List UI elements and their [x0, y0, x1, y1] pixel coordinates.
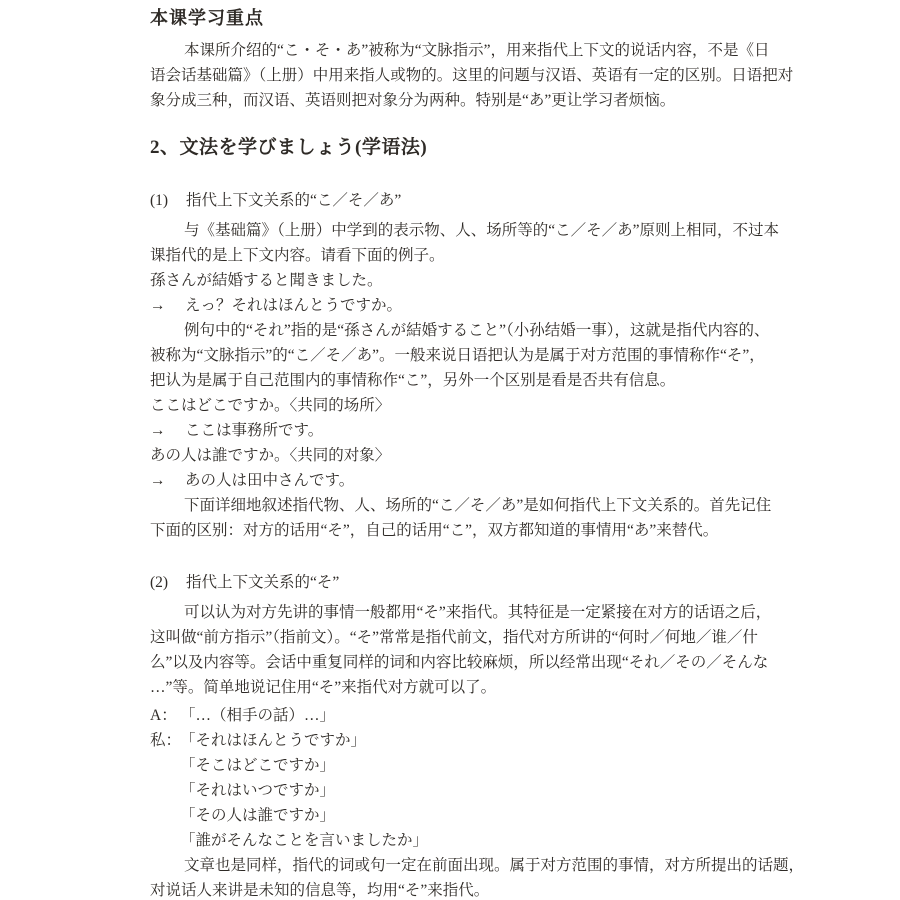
paragraph-line: 文章也是同样，指代的词或句一定在前面出现。属于对方范围的事情，对方所提出的话题， — [184, 857, 805, 874]
speaker-label: 私： — [150, 732, 182, 749]
dialog-line: 「それはいつですか」 — [180, 782, 336, 799]
subsection-heading-1 — [150, 188, 770, 213]
example-response-line — [150, 418, 770, 443]
dialog-line — [150, 703, 770, 728]
subsection-number: (2) — [150, 574, 169, 591]
subsection-title: 指代上下文关系的“こ／そ／あ” — [186, 192, 402, 209]
paragraph-line: 例句中的“それ”指的是“孫さんが結婚すること”（小孙结婚一事），这就是指代内容的、 — [184, 322, 770, 339]
body-paragraph — [150, 318, 770, 393]
closing-paragraph — [150, 853, 805, 900]
paragraph-line: 课指代的是上下文内容。请看下面的例子。 — [150, 247, 445, 264]
paragraph-line: 这叫做“前方指示”（指前文）。“そ”常常是指代前文，指代对方所讲的“何时／何地／谁／什 — [150, 629, 758, 646]
paragraph-line: 下面的区别：对方的话用“そ”，自己的话用“こ”，双方都知道的事情用“あ”来替代。 — [150, 522, 719, 539]
body-paragraph — [150, 218, 780, 268]
example-prompt: ここはどこですか。〈共同的场所〉 — [150, 397, 391, 414]
paragraph-line: 可以认为对方先讲的事情一般都用“そ”来指代。其特征是一定紧接在对方的话语之后， — [184, 604, 772, 621]
intro-paragraph — [150, 38, 794, 113]
dialog-line: 「そこはどこですか」 — [180, 757, 336, 774]
dialog-quote: 「…（相手の話）…」 — [180, 707, 336, 724]
section-heading: 2、文法を学びましょう(学语法) — [150, 137, 428, 158]
body-paragraph — [150, 493, 770, 543]
arrow-icon: → — [150, 472, 166, 489]
example-block-3 — [150, 443, 770, 493]
paragraph-line: 么”以及内容等。会话中重复同样的词和内容比较麻烦，所以经常出现“それ／その／そんな — [150, 654, 769, 671]
subsection-number: (1) — [150, 192, 169, 209]
dialog-line: 「誰がそんなことを言いましたか」 — [180, 832, 429, 849]
paragraph-line: 语会话基础篇》（上册）中用来指人或物的。这里的问题与汉语、英语有一定的区别。日语把对 — [150, 67, 794, 84]
example-response: えっ？それはほんとうですか。 — [185, 297, 403, 314]
dialog-quote: 「それはほんとうですか」 — [180, 732, 367, 749]
body-paragraph — [150, 600, 770, 700]
speaker-label: A： — [150, 707, 177, 724]
example-response-line — [150, 293, 770, 318]
subsection-title: 指代上下文关系的“そ” — [186, 574, 340, 591]
paragraph-line: 象分成三种，而汉语、英语则把对象分为两种。特别是“あ”更让学习者烦恼。 — [150, 92, 676, 109]
subsection-heading-2 — [150, 570, 770, 595]
paragraph-line: 对说话人来讲是未知的信息等，均用“そ”来指代。 — [150, 882, 490, 899]
example-block-2 — [150, 393, 770, 443]
example-response: あの人は田中さんです。 — [185, 472, 355, 489]
example-response-line — [150, 468, 770, 493]
paragraph-line: …”等。简单地说记住用“そ”来指代对方就可以了。 — [150, 679, 497, 696]
example-prompt: あの人は誰ですか。〈共同的对象〉 — [150, 447, 391, 464]
example-prompt: 孫さんが結婚すると聞きました。 — [150, 272, 383, 289]
arrow-icon: → — [150, 297, 166, 314]
dialog-line: 「その人は誰ですか」 — [180, 807, 336, 824]
lesson-focus-heading: 本课学习重点 — [150, 8, 264, 28]
dialog-line — [150, 728, 770, 753]
example-block-1 — [150, 268, 770, 318]
dialog-block — [150, 703, 770, 853]
arrow-icon: → — [150, 422, 166, 439]
paragraph-line: 下面详细地叙述指代物、人、场所的“こ／そ／あ”是如何指代上下文关系的。首先记住 — [184, 497, 772, 514]
example-response: ここは事務所です。 — [185, 422, 324, 439]
paragraph-line: 被称为“文脉指示”的“こ／そ／あ”。一般来说日语把认为是属于对方范围的事情称作“そ”， — [150, 347, 765, 364]
paragraph-line: 本课所介绍的“こ・そ・あ”被称为“文脉指示”，用来指代上下文的说话内容，不是《日 — [184, 42, 770, 59]
paragraph-line: 与《基础篇》（上册）中学到的表示物、人、场所等的“こ／そ／あ”原则上相同，不过本 — [184, 222, 780, 239]
paragraph-line: 把认为是属于自己范围内的事情称作“こ”，另外一个区别是看是否共有信息。 — [150, 372, 676, 389]
